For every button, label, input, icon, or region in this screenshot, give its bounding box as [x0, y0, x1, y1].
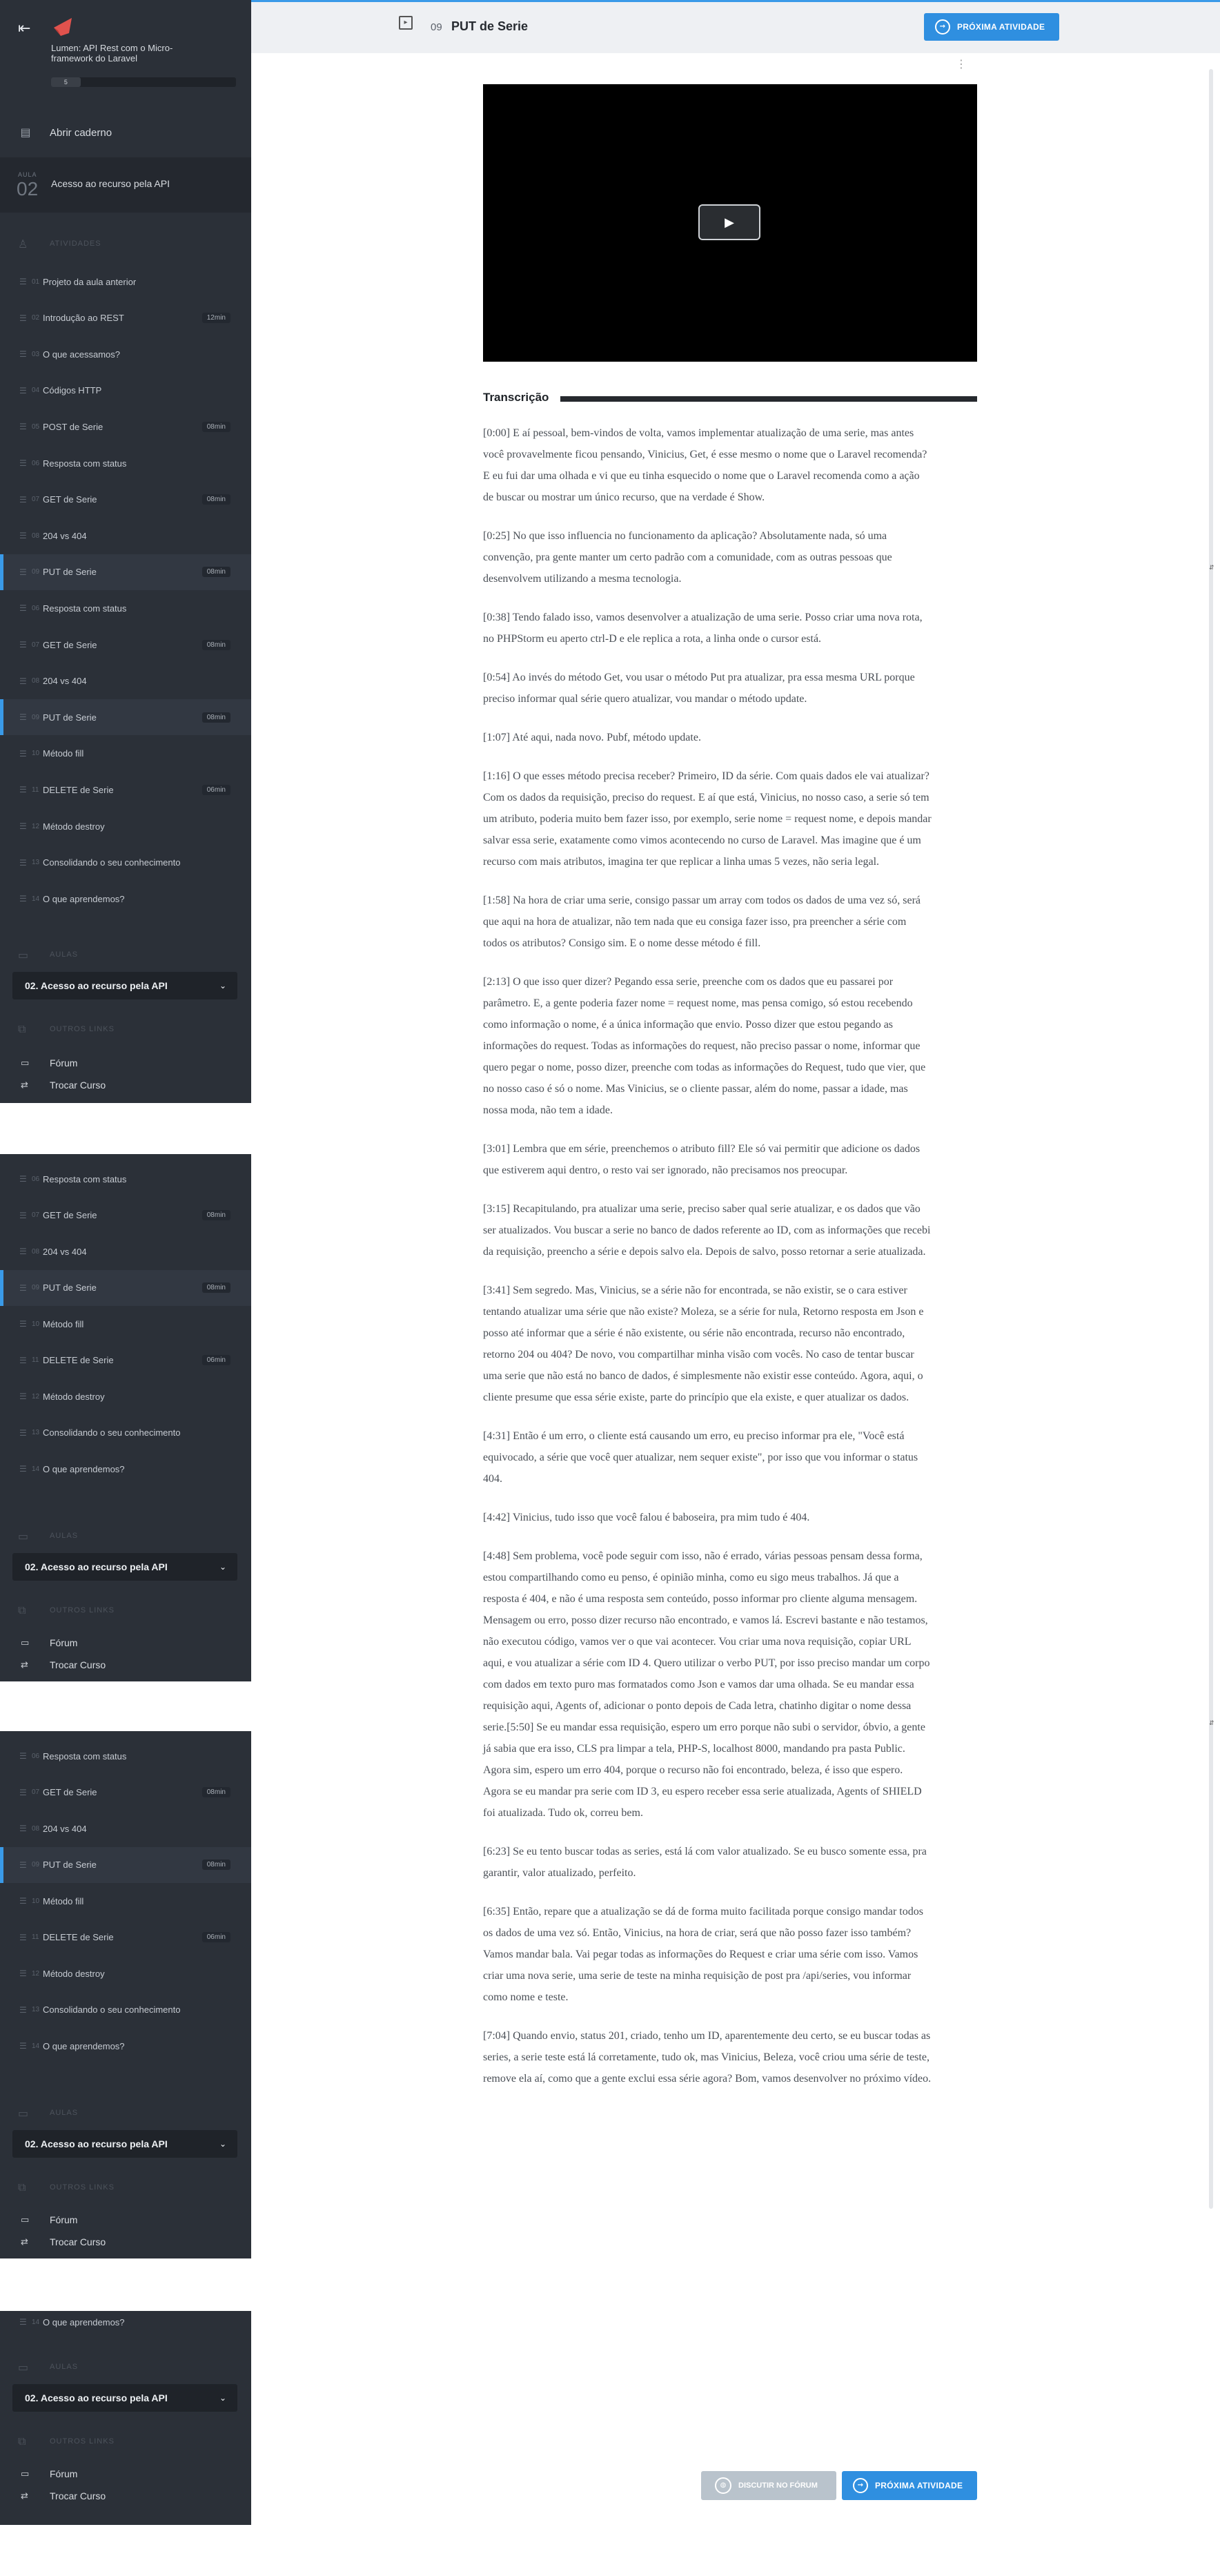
activity-number: 12 — [32, 822, 40, 830]
course-title: Lumen: API Rest com o Micro-framework do Laravel — [51, 43, 173, 64]
activity-number: 09 — [32, 568, 40, 576]
activity-icon: ☰ — [19, 1319, 27, 1329]
activity-label: PUT de Serie — [43, 1282, 97, 1293]
chevron-down-icon: ⌄ — [219, 1562, 226, 1572]
aulas-heading-label: AULAS — [50, 950, 79, 959]
other-links-heading-2 — [0, 1600, 251, 1621]
activity-item[interactable] — [0, 1378, 251, 1414]
activity-icon: ☰ — [19, 1932, 27, 1942]
activity-icon: ☰ — [19, 748, 27, 759]
links-icon: ⧉ — [18, 1603, 26, 1617]
next-activity-label: PRÓXIMA ATIVIDADE — [875, 2481, 963, 2490]
activity-label: GET de Serie — [43, 494, 97, 505]
duration-badge: 08min — [202, 494, 230, 505]
top-bar — [251, 0, 1220, 53]
activity-icon: ☰ — [19, 894, 27, 904]
other-links-heading-label: OUTROS LINKS — [50, 2183, 115, 2192]
other-links-heading-3 — [0, 2177, 251, 2198]
activity-number: 07 — [32, 496, 40, 504]
transcription-paragraph: [3:15] Recapitulando, pra atualizar uma serie, preciso saber qual serie atualizar, e os dados que vão ser atualizados. Vou buscar a serie no banco de dados referente ao ID, com as informações que recebi da requisição, preencho a série e depois salvo ela. Depois de salvo, posso retornar a serie atualizada. — [483, 1203, 931, 1258]
activity-icon: ☰ — [19, 712, 27, 723]
aulas-heading-label: AULAS — [50, 2363, 79, 2371]
course-progress-fill — [51, 77, 81, 87]
transcription-paragraph: [1:58] Na hora de criar uma serie, consigo passar um array com todos os dados de uma vez só, será que aqui na hora de atualizar, não tem nada que eu consiga fazer isso, pra preencher a série com todos os atributos? Consigo sim. E o nome desse método é fill. — [483, 895, 921, 949]
switch-course-label: Trocar Curso — [50, 2490, 106, 2501]
activity-label: 204 vs 404 — [43, 1823, 87, 1834]
next-activity-button[interactable] — [924, 13, 1059, 41]
transcription-paragraph: [3:41] Sem segredo. Mas, Vinicius, se a série não for encontrada, se não existir, se o cara estiver tentando atualizar uma série que não existe? Moleza, se a série for nula, Retorno resposta em Json e posso até informar que a série é não existente, ou série não encontrada, recurso não encontrado, retorno 204 ou 404? De novo, vou compartilhar minha visão com vocês. No caso de tentar buscar uma serie que não está no banco de dados, é simplesmente não existir esse conteúdo. Agora, aqui, o cliente presume que essa série existe, parte do princípio que ela existe, e quer atualizar os dados. — [483, 1285, 924, 1403]
transcription-paragraph: [0:38] Tendo falado isso, vamos desenvolver a atualização de uma serie. Posso criar uma nova rota, no PHPStorm eu aperto ctrl-D e ele replica a rota, a linha onde o cursor está. — [483, 612, 923, 645]
activity-number: 14 — [32, 1465, 40, 1473]
activity-number: 06 — [32, 459, 40, 467]
activity-label: GET de Serie — [43, 1210, 97, 1220]
lesson-title: Acesso ao recurso pela API — [51, 178, 170, 189]
activity-label: DELETE de Serie — [43, 1355, 114, 1365]
activity-item[interactable] — [0, 590, 251, 626]
activity-item[interactable] — [0, 2028, 251, 2064]
notebook-icon: ▤ — [20, 126, 31, 139]
activity-label: O que aprendemos? — [43, 1463, 125, 1474]
arrow-right-icon: → — [935, 19, 950, 35]
transcription-heading — [483, 391, 977, 404]
discuss-forum-label: DISCUTIR NO FÓRUM — [738, 2481, 818, 2490]
activity-label: O que aprendemos? — [43, 2040, 125, 2051]
activity-number: 07 — [32, 1211, 40, 1219]
transcription-paragraph: [4:31] Então é um erro, o cliente está causando um erro, eu preciso informar pra ele, "Você está equivocado, a série que você quer atualizar, nem sequer existe", por isso que vou informar o status 404. — [483, 1430, 918, 1485]
activity-number: 13 — [32, 1429, 40, 1436]
forum-link-2[interactable] — [0, 1632, 251, 1654]
activity-label: Introdução ao REST — [43, 313, 124, 324]
course-progress-label: 5 — [63, 79, 68, 86]
forum-link-4[interactable] — [0, 2463, 251, 2485]
activity-icon: ☰ — [19, 1427, 27, 1438]
activity-icon: ☰ — [19, 1787, 27, 1797]
activities-icon: ♙ — [18, 237, 28, 251]
links-icon: ⧉ — [18, 2434, 26, 2448]
chat-icon: ▭ — [21, 2214, 30, 2225]
aulas-heading-2 — [0, 1525, 251, 1546]
activity-label: Resposta com status — [43, 458, 127, 469]
other-links-heading — [0, 1019, 251, 1040]
transcription-paragraph: [6:35] Então, repare que a atualização se dá de forma muito facilitada porque consigo mandar todos os dados de uma vez só. Então, Vinicius, na hora de criar, será que não posso fazer isso também? Vamos mandar bala. Vai pegar todas as informações do Request e criar uma série com isso. Vamos criar uma nova serie, uma serie de teste na minha requisição de post pra /api/series, vou informar como nome e teste. — [483, 1906, 923, 2003]
activity-label: Método fill — [43, 1318, 84, 1329]
activity-icon: ☰ — [19, 385, 27, 396]
activity-number: 08 — [32, 1824, 40, 1833]
activity-item[interactable] — [0, 373, 251, 409]
forum-link[interactable] — [0, 1052, 251, 1074]
switch-icon: ⇄ — [21, 2490, 28, 2501]
aulas-selected-value: 02. Acesso ao recurso pela API — [25, 1561, 168, 1572]
activity-item[interactable] — [0, 627, 251, 663]
transcription-paragraph: [4:42] Vinicius, tudo isso que você falou é baboseira, pra mim tudo é 404. — [483, 1512, 810, 1523]
duration-badge: 08min — [202, 422, 230, 432]
activity-icon: ☰ — [19, 640, 27, 650]
activity-label: PUT de Serie — [43, 1860, 97, 1870]
activity-number: 08 — [32, 1247, 40, 1256]
activity-icon: ☰ — [19, 2317, 27, 2327]
aulas-heading — [0, 944, 251, 965]
activity-number-header: 09 — [431, 21, 442, 33]
open-notebook-button[interactable] — [0, 115, 251, 150]
sidebar-repaint-3 — [0, 1731, 251, 2258]
activity-item[interactable] — [0, 482, 251, 518]
activity-item[interactable] — [0, 1920, 251, 1955]
activity-item[interactable] — [0, 1775, 251, 1811]
forum-link-label: Fórum — [50, 1637, 78, 1648]
activity-icon: ☰ — [19, 1824, 27, 1833]
aulas-select-4[interactable] — [12, 2384, 237, 2412]
activity-icon: ☰ — [19, 1896, 27, 1906]
aulas-select-3[interactable] — [12, 2130, 237, 2158]
activity-item[interactable] — [0, 1415, 251, 1451]
lesson-word: AULA — [18, 171, 37, 178]
activity-number: 08 — [32, 677, 40, 685]
activity-item[interactable] — [0, 808, 251, 844]
sidebar-toggle-icon[interactable]: ▸ — [399, 16, 413, 30]
activity-number: 04 — [32, 387, 40, 395]
chat-icon: ▭ — [21, 1637, 30, 1648]
duration-badge: 08min — [202, 1210, 230, 1220]
activity-number: 10 — [32, 1897, 40, 1905]
activity-item[interactable] — [0, 300, 251, 336]
activity-icon: ☰ — [19, 1247, 27, 1256]
activity-icon: ☰ — [19, 349, 27, 360]
aulas-icon: ▭ — [18, 948, 29, 962]
activity-number: 06 — [32, 1175, 40, 1183]
video-player[interactable] — [483, 84, 977, 362]
globe-icon: ◍ — [715, 2477, 731, 2494]
activity-item[interactable] — [0, 2311, 251, 2340]
forum-link-3[interactable] — [0, 2209, 251, 2231]
activity-item[interactable] — [0, 881, 251, 917]
switch-course-link-2[interactable] — [0, 1654, 251, 1676]
transcription-paragraph: [2:13] O que isso quer dizer? Pegando essa serie, preenche com os dados que eu passarei por parâmetro. E, a gente poderia fazer nome = request nome, mas pensa comigo, só estou recebendo como informação o nome, é a única informação que envio. Posso dizer que estou pegando as informações do request. Todas as informações do request, não preciso passar o nome, informar que quero pegar o nome, posso dizer, preenche com todas as informações do Request, tudo que vier, que no nosso caso é só o nome. Mas Vinicius, se o cliente passar, além do nome, passar a idade, mas nossa moda, não tem a idade. — [483, 976, 926, 1116]
aulas-icon: ▭ — [18, 2106, 29, 2120]
activity-icon: ☰ — [19, 857, 27, 868]
activity-label: 204 vs 404 — [43, 1246, 87, 1257]
next-activity-button-footer[interactable] — [842, 2471, 977, 2500]
duration-badge: 08min — [202, 640, 230, 650]
scrollbar[interactable] — [1209, 69, 1213, 2209]
activity-icon: ☰ — [19, 1464, 27, 1474]
sidebar-repaint-4 — [0, 2311, 251, 2525]
duration-badge: 06min — [202, 1932, 230, 1942]
open-notebook-label: Abrir caderno — [50, 126, 112, 139]
activity-label: Consolidando o seu conhecimento — [43, 1427, 181, 1438]
activity-item[interactable] — [0, 409, 251, 445]
activity-item[interactable] — [0, 264, 251, 300]
activity-item[interactable] — [0, 1306, 251, 1342]
activity-item[interactable] — [0, 445, 251, 481]
arrow-right-icon: → — [853, 2478, 868, 2493]
transcription-paragraph: [7:04] Quando envio, status 201, criado, tenho um ID, aparentemente deu certo, se eu buscar todas as series, a serie teste está lá corretamente, tudo ok, mas Vinicius, Beleza, você criou uma série de teste, remove ela aí, como que a gente exclui essa série agora? Bom, vamos desenvolver no próximo vídeo. — [483, 2030, 932, 2085]
sidebar-repaint-2 — [0, 1154, 251, 1681]
activity-item[interactable] — [0, 1883, 251, 1919]
next-activity-label: PRÓXIMA ATIVIDADE — [957, 22, 1045, 32]
other-links-heading-label: OUTROS LINKS — [50, 1606, 115, 1614]
activity-number: 14 — [32, 2318, 40, 2326]
activity-label: Resposta com status — [43, 603, 127, 614]
activity-icon: ☰ — [19, 567, 27, 577]
activity-icon: ☰ — [19, 1969, 27, 1978]
activity-number: 03 — [32, 350, 40, 358]
activity-label: Método fill — [43, 748, 84, 759]
activity-icon: ☰ — [19, 2004, 27, 2015]
chevron-down-icon: ⌄ — [219, 2139, 226, 2149]
activity-label: Método fill — [43, 1895, 84, 1906]
transcription-paragraph: [1:07] Até aqui, nada novo. Pubf, método update. — [483, 732, 701, 743]
activity-label: 204 vs 404 — [43, 530, 87, 541]
chevron-down-icon: ⌄ — [219, 981, 226, 991]
activity-label: GET de Serie — [43, 639, 97, 650]
activity-label: DELETE de Serie — [43, 1932, 114, 1942]
activity-icon: ☰ — [19, 494, 27, 505]
activity-label: DELETE de Serie — [43, 784, 114, 795]
aulas-selected-value: 02. Acesso ao recurso pela API — [25, 2138, 168, 2149]
duration-badge: 08min — [202, 1787, 230, 1797]
activity-item[interactable] — [0, 518, 251, 554]
transcription-paragraph: [6:23] Se eu tento buscar todas as series, está lá com valor atualizado. Se eu busco somente essa, pra garantir, valor atualizado, perfeito. — [483, 1846, 927, 1879]
activity-label: O que aprendemos? — [43, 893, 125, 904]
aulas-select-2[interactable] — [12, 1553, 237, 1581]
links-icon: ⧉ — [18, 1022, 26, 1035]
switch-course-link[interactable] — [0, 1074, 251, 1096]
activity-number: 12 — [32, 1969, 40, 1978]
duration-badge: 08min — [202, 1860, 230, 1870]
chevron-down-icon: ⌄ — [219, 2393, 226, 2403]
transcription-paragraph: [0:00] E aí pessoal, bem-vindos de volta, vamos implementar atualização de uma serie, mas antes você provavelmente ficou pensando, Vinicius, Get, é esse mesmo o nome que o Laravel recomenda? E eu fui dar uma olhada e vi que eu tinha esquecido o nome que o Laravel recomenda como a ação de buscar ou mostrar um único recurso, que na verdade é Show. — [483, 427, 927, 503]
transcription-paragraph: [3:01] Lembra que em série, preenchemos o atributo fill? Ele só vai permitir que adicione os dados que estiverem aqui dentro, o resto vai ser ignorado, não precisamos nos preocupar. — [483, 1143, 921, 1176]
page-title: PUT de Serie — [451, 19, 529, 33]
activity-number: 01 — [32, 277, 40, 286]
switch-course-link-4[interactable] — [0, 2485, 251, 2507]
activity-label: PUT de Serie — [43, 567, 97, 578]
activity-icon: ☰ — [19, 1174, 27, 1184]
transcription-paragraph: [4:48] Sem problema, você pode seguir com isso, não é errado, várias pessoas pensam dessa forma, estou compartilhando como eu penso, é opinião minha, como eu sigo meus trabalhos. Já que a resposta é 404, e não é uma resposta sem conteúdo, posso informar pro cliente alguma mensagem. Mensagem ou erro, posso dizer recurso não encontrado, e vamos lá. Escrevi bastante e não testamos, não executou código, vamos ver o que vai acontecer. Vou criar uma nova requisição, copiar URL aqui, e vou atualizar a série com ID 4. Quero utilizar o verbo PUT, por isso preciso mandar um corpo com dados em texto puro mas formatados como Json e vamos dar uma olhada. Se eu mandar essa requisição aqui, Agents of, adicionar o ponto depois de Cada letra, chatinho digitar o nome dessa serie.[5:50] Se eu mandar essa requisição, espero um erro porque não subi o servidor, óbvio, a gente já sabia que era isso, CLS pra limpar a tela, PHP-S, localhost 8000, mandando pra pasta Public. Agora sim, espero um erro 404, porque o recurso não foi encontrado, beleza, é isso que espero. Agora se eu mandar pra serie com ID 3, eu espero receber essa serie atualizada, Agents of SHIELD foi atualizada. Tudo ok, correu bem. — [483, 1550, 930, 1819]
activity-number: 11 — [32, 786, 39, 794]
activity-item[interactable] — [0, 699, 251, 735]
activity-item[interactable] — [0, 772, 251, 808]
activity-icon: ☰ — [19, 1282, 27, 1293]
forum-link-label: Fórum — [50, 2468, 78, 2479]
other-links-heading-label: OUTROS LINKS — [50, 2437, 115, 2446]
activity-item[interactable] — [0, 1198, 251, 1233]
activity-number: 09 — [32, 1284, 40, 1291]
activity-label: GET de Serie — [43, 1787, 97, 1797]
transcription-title: Transcrição — [483, 391, 549, 404]
activity-item[interactable] — [0, 663, 251, 699]
lesson-number: 02 — [17, 178, 39, 199]
duration-badge: 06min — [202, 785, 230, 795]
activity-number: 13 — [32, 2006, 40, 2013]
scroll-marker-icon: ⇵ — [1209, 1720, 1214, 1727]
activity-icon: ☰ — [19, 422, 27, 432]
chat-icon: ▭ — [21, 1057, 30, 1069]
menu-collapse-icon[interactable]: ⇤ — [18, 20, 31, 37]
activity-item[interactable] — [0, 1451, 251, 1487]
activity-item[interactable] — [0, 1161, 251, 1197]
activity-icon: ☰ — [19, 1355, 27, 1365]
activity-label: Projeto da aula anterior — [43, 276, 137, 287]
activity-item[interactable] — [0, 845, 251, 881]
activity-number: 10 — [32, 1320, 40, 1328]
discuss-forum-button[interactable] — [701, 2471, 836, 2500]
sidebar — [0, 0, 251, 1103]
activity-icon: ☰ — [19, 1860, 27, 1870]
activity-label: Resposta com status — [43, 1750, 127, 1762]
activity-number: 11 — [32, 1933, 39, 1941]
activity-label: O que aprendemos? — [43, 2316, 125, 2328]
switch-course-label: Trocar Curso — [50, 2236, 106, 2247]
activity-item[interactable] — [0, 1233, 251, 1269]
more-options-icon[interactable]: ⋮ — [956, 57, 967, 70]
aulas-selected-value: 02. Acesso ao recurso pela API — [25, 2392, 168, 2403]
switch-icon: ⇄ — [21, 1080, 28, 1091]
aulas-icon: ▭ — [18, 2360, 29, 2374]
activity-icon: ☰ — [19, 458, 27, 468]
activities-heading-label: ATIVIDADES — [50, 240, 101, 248]
transcription-body — [483, 422, 932, 2107]
activity-number: 10 — [32, 750, 40, 758]
activity-number: 14 — [32, 2042, 40, 2050]
activity-icon: ☰ — [19, 785, 27, 795]
aulas-heading-label: AULAS — [50, 2109, 79, 2117]
duration-badge: 06min — [202, 1355, 230, 1365]
activity-label: Método destroy — [43, 1391, 105, 1402]
switch-course-link-3[interactable] — [0, 2231, 251, 2253]
transcription-paragraph: [0:25] No que isso influencia no funcionamento da aplicação? Absolutamente nada, só uma convenção, pra gente manter um certo padrão com a comunidade, com as outras pessoas que desenvolvem utilizando a mesma tecnologia. — [483, 530, 892, 585]
activity-item[interactable] — [0, 1270, 251, 1306]
activity-icon: ☰ — [19, 531, 27, 541]
duration-badge: 08min — [202, 1282, 230, 1293]
activity-number: 11 — [32, 1356, 39, 1364]
other-links-heading-label: OUTROS LINKS — [50, 1025, 115, 1033]
activity-icon: ☰ — [19, 313, 27, 323]
activity-label: Códigos HTTP — [43, 385, 102, 396]
activity-item[interactable] — [0, 1343, 251, 1378]
activity-icon: ☰ — [19, 821, 27, 831]
activity-label: Consolidando o seu conhecimento — [43, 857, 181, 868]
forum-link-label: Fórum — [50, 1057, 78, 1069]
activity-icon: ☰ — [19, 1751, 27, 1761]
activity-number: 09 — [32, 1861, 40, 1868]
activity-number: 02 — [32, 314, 40, 322]
activity-icon: ☰ — [19, 1392, 27, 1401]
aulas-select[interactable] — [12, 972, 237, 999]
duration-badge: 12min — [202, 313, 230, 323]
activity-item[interactable] — [0, 336, 251, 372]
course-progress-bar — [51, 77, 236, 87]
transcription-paragraph: [1:16] O que esses método precisa receber? Primeiro, ID da série. Com quais dados ele vai atualizar? Com os dados da requisição, preciso do request. E aí que está, Vinicius, no nosso caso, a serie só tem um atributo, poderia muito bem fazer isso, por exemplo, serie nome = request nome, e depois mandar salvar essa serie, exatamente como vimos acontecendo no curso de Laravel. Mas imagine que é um recurso com mais atributos, imagina ter que replicar a linha umas 5 vezes, não seria legal. — [483, 770, 932, 868]
forum-link-label: Fórum — [50, 2214, 78, 2225]
activity-icon: ☰ — [19, 676, 27, 686]
activity-label: O que acessamos? — [43, 349, 121, 360]
aulas-heading-4 — [0, 2357, 251, 2377]
activity-number: 07 — [32, 1788, 40, 1796]
activity-number: 07 — [32, 641, 40, 649]
heading-bar — [560, 396, 977, 402]
activity-number: 05 — [32, 422, 40, 431]
scroll-marker-icon: ⇵ — [1209, 565, 1214, 572]
activity-icon: ☰ — [19, 1210, 27, 1220]
activity-icon: ☰ — [19, 277, 27, 286]
switch-icon: ⇄ — [21, 1659, 28, 1670]
activity-item[interactable] — [0, 1992, 251, 2028]
activity-label: POST de Serie — [43, 421, 104, 432]
activity-item[interactable] — [0, 1811, 251, 1846]
switch-course-label: Trocar Curso — [50, 1080, 106, 1091]
activity-item[interactable] — [0, 554, 251, 590]
activity-label: Consolidando o seu conhecimento — [43, 2004, 181, 2015]
activity-item[interactable] — [0, 1955, 251, 1991]
activity-item[interactable] — [0, 1847, 251, 1883]
activity-item[interactable] — [0, 736, 251, 772]
play-icon[interactable]: ▶ — [698, 204, 760, 240]
activity-label: PUT de Serie — [43, 712, 97, 723]
activity-number: 14 — [32, 895, 40, 903]
activity-icon: ☰ — [19, 2041, 27, 2051]
activity-number: 06 — [32, 1752, 40, 1760]
activity-number: 12 — [32, 1392, 40, 1401]
aulas-heading-label: AULAS — [50, 1532, 79, 1540]
activity-label: Método destroy — [43, 1968, 105, 1979]
activity-number: 06 — [32, 604, 40, 612]
activity-label: 204 vs 404 — [43, 676, 87, 687]
activity-number: 09 — [32, 713, 40, 721]
activity-icon: ☰ — [19, 603, 27, 614]
activities-heading — [0, 233, 251, 254]
duration-badge: 08min — [202, 567, 230, 577]
activity-number: 08 — [32, 531, 40, 540]
activity-item[interactable] — [0, 1738, 251, 1774]
transcription-paragraph: [0:54] Ao invés do método Get, vou usar o método Put pra atualizar, pra essa mesma URL porque preciso informar qual série quero atualizar, vou mandar o método update. — [483, 672, 915, 705]
aulas-icon: ▭ — [18, 1529, 29, 1543]
links-icon: ⧉ — [18, 2180, 26, 2194]
aulas-heading-3 — [0, 2102, 251, 2123]
activity-label: Método destroy — [43, 821, 105, 832]
switch-icon: ⇄ — [21, 2236, 28, 2247]
switch-course-label: Trocar Curso — [50, 1659, 106, 1670]
chat-icon: ▭ — [21, 2468, 30, 2479]
activity-number: 13 — [32, 859, 40, 867]
course-logo-icon — [51, 15, 76, 39]
aulas-selected-value: 02. Acesso ao recurso pela API — [25, 980, 168, 991]
sidebar-header — [0, 0, 251, 104]
activity-label: Resposta com status — [43, 1173, 127, 1184]
current-lesson — [0, 157, 251, 213]
duration-badge: 08min — [202, 712, 230, 723]
footer-buttons — [701, 2471, 977, 2501]
other-links-heading-4 — [0, 2431, 251, 2452]
